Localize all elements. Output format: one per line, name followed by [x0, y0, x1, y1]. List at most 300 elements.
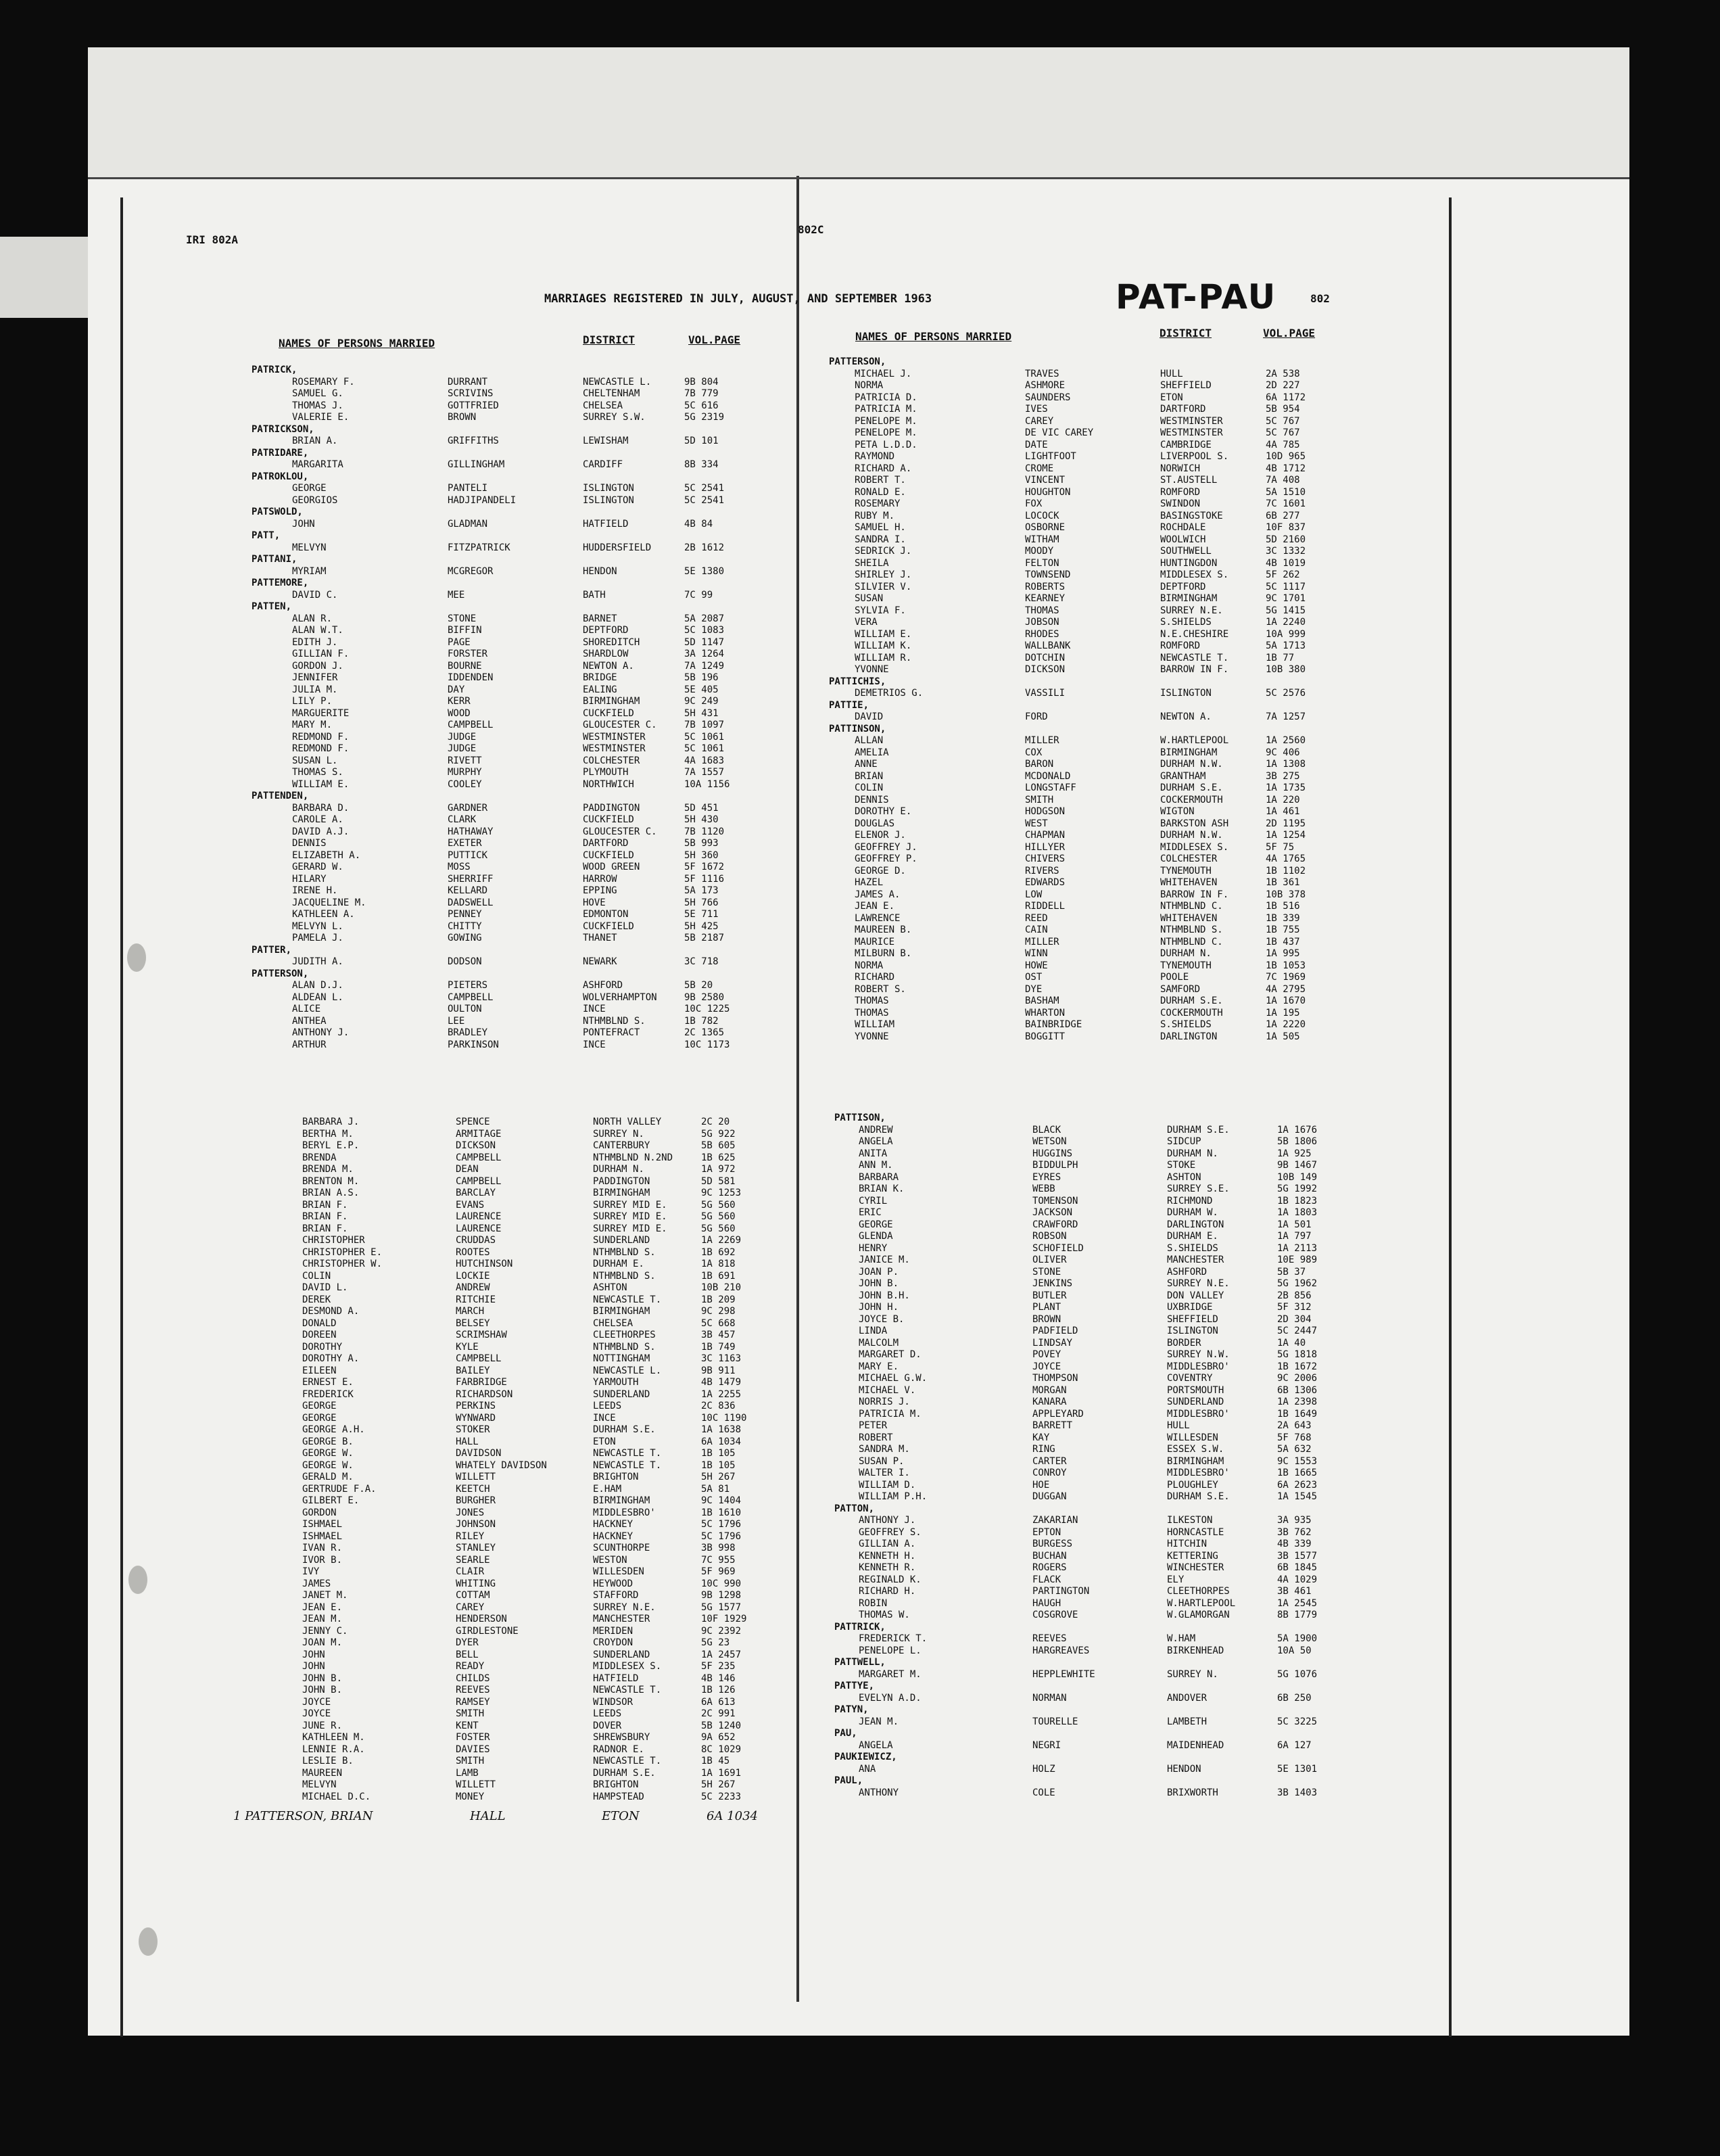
spouse-surname: CAMPBELL [448, 991, 494, 1003]
spouse-surname: KENT [456, 1720, 479, 1731]
volume-page: 1A 1676 [1277, 1124, 1318, 1135]
district: BIRMINGHAM [593, 1188, 650, 1198]
district: S.SHIELDS [1167, 1242, 1218, 1254]
forenames: ANTHONY [859, 1787, 899, 1798]
volume-page: 4B 339 [1277, 1539, 1312, 1549]
spouse-surname: FOSTER [456, 1732, 490, 1743]
volume-page: 5H 430 [684, 814, 719, 825]
spouse-surname: BARCLAY [456, 1188, 496, 1198]
volume-page: 5A 173 [684, 885, 719, 896]
district: DURHAM N.W. [1160, 759, 1223, 770]
right-margin-line [1449, 197, 1452, 2037]
spouse-surname: HATHAWAY [448, 826, 494, 837]
spouse-surname: STONE [448, 613, 477, 624]
forenames: JEAN E. [302, 1601, 343, 1613]
district: NTHMBLND C. [1160, 936, 1223, 947]
district: ESSEX S.W. [1167, 1444, 1224, 1455]
spouse-surname: WOOD [448, 707, 471, 719]
spouse-surname: JUDGE [448, 743, 477, 754]
volume-page: 2D 227 [1266, 380, 1300, 391]
surname: PATTANI, [252, 554, 297, 565]
district: DARTFORD [1160, 404, 1206, 415]
spouse-surname: BLACK [1032, 1124, 1061, 1135]
spouse-surname: JUDGE [448, 731, 477, 743]
spouse-surname: COOLEY [448, 778, 482, 790]
spouse-surname: DAY [448, 684, 465, 695]
district: NEWCASTLE T. [593, 1448, 662, 1459]
forenames: MILBURN B. [855, 948, 912, 959]
forenames: DEMETRIOS G. [855, 688, 924, 699]
forenames: JULIA M. [292, 684, 338, 695]
spouse-surname: PIETERS [448, 980, 488, 991]
volume-page: 1B 339 [1266, 912, 1300, 924]
volume-page: 8C 1029 [701, 1743, 742, 1755]
surname: PAUKIEWICZ, [834, 1752, 897, 1762]
district: DURHAM S.E. [1167, 1491, 1230, 1502]
volume-page: 5H 360 [684, 849, 719, 861]
district: HAMPSTEAD [593, 1791, 644, 1802]
volume-page: 1A 1308 [1266, 759, 1306, 770]
forenames: IVAN R. [302, 1543, 343, 1553]
punch-hole [139, 1927, 158, 1956]
district: SURREY N.E. [593, 1601, 656, 1613]
district: NOTTINGHAM [593, 1353, 650, 1364]
spouse-surname: RIDDELL [1025, 901, 1066, 912]
district: TYNEMOUTH [1160, 960, 1212, 971]
volume-page: 10B 378 [1266, 889, 1306, 900]
spouse-surname: TOMENSON [1032, 1195, 1078, 1206]
forenames: SUSAN L. [292, 755, 338, 766]
volume-page: 1A 2545 [1277, 1597, 1318, 1609]
district: WESTON [593, 1554, 627, 1566]
spouse-surname: KYLE [456, 1341, 479, 1353]
volume-page: 10B 210 [701, 1282, 742, 1293]
forenames: ANN M. [859, 1160, 893, 1171]
forenames: RICHARD A. [855, 463, 912, 474]
volume-page: 1A 2220 [1266, 1019, 1306, 1030]
spouse-surname: BELL [456, 1649, 479, 1660]
district: SAMFORD [1160, 983, 1201, 995]
district: RADNOR E. [593, 1743, 644, 1755]
volume-page: 7C 1969 [1266, 972, 1306, 983]
volume-page: 3B 1403 [1277, 1787, 1318, 1798]
district: GRANTHAM [1160, 770, 1206, 782]
volume-page: 9B 1467 [1277, 1160, 1318, 1171]
spouse-surname: BIDDULPH [1032, 1160, 1078, 1171]
forenames: GERALD M. [302, 1472, 354, 1482]
forenames: EVELYN A.D. [859, 1692, 922, 1704]
district: HACKNEY [593, 1530, 634, 1542]
district: MANCHESTER [593, 1614, 650, 1624]
forenames: MAUREEN [302, 1767, 343, 1779]
district: W.HAM [1167, 1633, 1196, 1644]
spouse-surname: KANARA [1032, 1397, 1067, 1407]
volume-page: 5A 632 [1277, 1444, 1312, 1455]
surname: PATTEMORE, [252, 578, 309, 588]
spouse-surname: KERR [448, 696, 471, 707]
district: NEWCASTLE L. [593, 1365, 662, 1376]
forenames: GILLIAN A. [859, 1539, 916, 1549]
district: SHARDLOW [583, 649, 629, 659]
volume-page: 5C 767 [1266, 427, 1300, 438]
spouse-surname: BARRETT [1032, 1420, 1073, 1431]
spouse-surname: ANDREW [456, 1282, 490, 1293]
volume-page: 1B 105 [701, 1459, 736, 1471]
spouse-surname: SMITH [456, 1708, 485, 1719]
spouse-surname: PARKINSON [448, 1039, 499, 1050]
volume-page: 5D 581 [701, 1175, 736, 1187]
forenames: GEORGE B. [302, 1436, 354, 1447]
district: WOLVERHAMPTON [583, 991, 657, 1003]
forenames: GILBERT E. [302, 1495, 360, 1506]
forenames: ALAN R. [292, 613, 333, 624]
forenames: LAWRENCE [855, 912, 901, 924]
district: UXBRIDGE [1167, 1302, 1213, 1313]
forenames: CHRISTOPHER W. [302, 1259, 383, 1269]
district: NEWARK [583, 956, 617, 967]
district: SHOREDITCH [583, 636, 640, 648]
volume-page: 1B 755 [1266, 924, 1300, 935]
spouse-surname: BAILEY [456, 1365, 490, 1376]
spouse-surname: DURRANT [448, 376, 488, 388]
volume-page: 9B 911 [701, 1365, 736, 1376]
forenames: MAUREEN B. [855, 924, 912, 935]
district: BIRKENHEAD [1167, 1645, 1224, 1656]
district: HENDON [1167, 1763, 1201, 1775]
volume-page: 1B 1672 [1277, 1361, 1318, 1372]
forenames: ANA [859, 1763, 876, 1775]
spouse-surname: BROWN [1032, 1313, 1061, 1325]
names-column-header: NAMES OF PERSONS MARRIED [279, 337, 435, 350]
spouse-surname: PADFIELD [1032, 1326, 1078, 1336]
spouse-surname: IVES [1025, 404, 1048, 415]
district: NEWCASTLE T. [593, 1685, 662, 1695]
district: HORNCASTLE [1167, 1526, 1224, 1538]
volume-page: 5C 2541 [684, 483, 725, 494]
spouse-surname: DADSWELL [448, 897, 494, 908]
volume-page: 9C 1701 [1266, 593, 1306, 604]
forenames: RONALD E. [855, 486, 906, 498]
spouse-surname: CONROY [1032, 1468, 1067, 1478]
district: BARROW IN F. [1160, 889, 1229, 900]
forenames: GILLIAN F. [292, 649, 350, 659]
volume-page: 1B 625 [701, 1152, 736, 1163]
district: COCKERMOUTH [1160, 1007, 1223, 1018]
volume-page: 1B 1610 [701, 1507, 742, 1518]
district: CLEETHORPES [1167, 1586, 1230, 1597]
volume-page: 10C 1173 [684, 1039, 730, 1050]
volume-page: 5D 1147 [684, 636, 725, 648]
district: NORWICH [1160, 463, 1201, 474]
volume-page: 3B 998 [701, 1543, 736, 1553]
district: WESTMINSTER [583, 743, 646, 754]
volume-page: 5G 1962 [1277, 1278, 1318, 1289]
forenames: JEAN M. [859, 1716, 899, 1727]
district: BARNET [583, 613, 617, 624]
surname: PATTENDEN, [252, 791, 309, 801]
volume-page: 3C 718 [684, 956, 719, 967]
spouse-surname: EVANS [456, 1199, 485, 1211]
spouse-surname: CRAWFORD [1032, 1219, 1078, 1230]
forenames: EILEEN [302, 1365, 337, 1376]
volume-page: 1A 925 [1277, 1148, 1312, 1159]
forenames: DONALD [302, 1317, 337, 1329]
volume-page: 5D 2160 [1266, 534, 1306, 545]
volume-page: 9C 1404 [701, 1495, 742, 1506]
forenames: BRIAN F. [302, 1211, 348, 1222]
forenames: JOHN [292, 518, 315, 530]
volume-page: 7A 1249 [684, 660, 725, 672]
district: MIDDLESEX S. [593, 1661, 662, 1672]
volume-page: 5E 1380 [684, 565, 725, 577]
district: CUCKFIELD [583, 849, 634, 861]
volume-page: 1B 1665 [1277, 1468, 1318, 1478]
spouse-surname: DODSON [448, 956, 482, 967]
forenames: ISHMAEL [302, 1530, 343, 1542]
volume-page: 1B 77 [1266, 652, 1295, 663]
forenames: JAMES [302, 1578, 331, 1589]
volume-page: 9B 1298 [701, 1590, 742, 1601]
forenames: DOUGLAS [855, 818, 895, 829]
forenames: DEREK [302, 1294, 331, 1305]
spouse-surname: CHILDS [456, 1672, 490, 1684]
spouse-surname: WYNWARD [456, 1412, 496, 1424]
volume-page: 3A 1264 [684, 649, 725, 659]
district: W.HARTLEPOOL [1167, 1597, 1236, 1609]
volume-page: 5G 1076 [1277, 1668, 1318, 1680]
forenames: EDITH J. [292, 636, 338, 648]
district: SHEFFIELD [1167, 1313, 1218, 1325]
district: ST.AUSTELL [1160, 475, 1218, 486]
forenames: ANTHONY J. [292, 1027, 350, 1038]
volume-page: 10B 380 [1266, 664, 1306, 675]
forenames: MARGARET D. [859, 1349, 922, 1360]
forenames: DESMOND A. [302, 1306, 360, 1317]
surname: PATTIE, [829, 699, 869, 711]
district: DURHAM W. [1167, 1207, 1218, 1218]
spouse-surname: IDDENDEN [448, 672, 494, 683]
volume-page: 5B 954 [1266, 404, 1300, 415]
forenames: ANGELA [859, 1739, 893, 1751]
spouse-surname: CAREY [456, 1601, 485, 1613]
forenames: CAROLE A. [292, 814, 343, 825]
spouse-surname: OLIVER [1032, 1255, 1067, 1265]
forenames: JUDITH A. [292, 956, 343, 967]
district: PLOUGHLEY [1167, 1479, 1218, 1491]
volume-page: 1A 461 [1266, 806, 1300, 817]
forenames: WILLIAM [855, 1019, 895, 1030]
volume-page: 1A 2269 [701, 1235, 742, 1246]
volume-page: 10A 999 [1266, 628, 1306, 640]
forenames: THOMAS [855, 995, 889, 1006]
spouse-surname: FORSTER [448, 649, 488, 659]
spouse-surname: LONGSTAFF [1025, 782, 1076, 793]
district: COLCHESTER [583, 755, 640, 766]
forenames: SYLVIA F. [855, 605, 906, 616]
spouse-surname: TRAVES [1025, 368, 1059, 379]
district: LAMBETH [1167, 1716, 1208, 1727]
district: ETON [1160, 392, 1183, 403]
forenames: BERYL E.P. [302, 1140, 360, 1151]
volume-page: 5F 75 [1266, 841, 1295, 853]
spouse-surname: RAMSEY [456, 1696, 490, 1708]
district-column-header: DISTRICT [1160, 327, 1212, 339]
spouse-surname: CAIN [1025, 924, 1048, 935]
spouse-surname: KEARNEY [1025, 593, 1066, 604]
spouse-surname: FLACK [1032, 1574, 1061, 1585]
volume-page: 6B 250 [1277, 1692, 1312, 1704]
district: BIRMINGHAM [1160, 593, 1218, 604]
volume-page: 4B 1479 [701, 1377, 742, 1388]
volume-page: 5G 1992 [1277, 1184, 1318, 1194]
forenames: RUBY M. [855, 510, 895, 521]
volume-page: 1A 995 [1266, 948, 1300, 959]
district: NEWCASTLE T. [593, 1756, 662, 1766]
forenames: DOROTHY E. [855, 806, 912, 817]
spouse-surname: BAINBRIDGE [1025, 1019, 1082, 1030]
volume-page: 3B 457 [701, 1330, 736, 1340]
spouse-surname: KELLARD [448, 885, 488, 896]
district: SIDCUP [1167, 1136, 1201, 1147]
district: NTHMBLND S. [1160, 924, 1223, 935]
volume-page: 1B 361 [1266, 877, 1300, 888]
volume-page: 1B 1102 [1266, 865, 1306, 876]
spouse-surname: SHERRIFF [448, 873, 494, 885]
district: BIRMINGHAM [583, 696, 640, 707]
district: MAIDENHEAD [1167, 1739, 1224, 1751]
forenames: SHIRLEY J. [855, 569, 912, 580]
forenames: RAYMOND [855, 451, 895, 462]
forenames: SEDRICK J. [855, 546, 912, 557]
spouse-surname: BELSEY [456, 1317, 490, 1329]
district: STOKE [1167, 1160, 1196, 1171]
district: SURREY S.E. [1167, 1184, 1230, 1194]
volume-page: 5G 922 [701, 1128, 736, 1140]
spouse-surname: FITZPATRICK [448, 542, 510, 553]
spouse-surname: REED [1025, 912, 1048, 924]
volume-page: 1B 749 [701, 1341, 736, 1353]
spouse-surname: MOODY [1025, 546, 1054, 557]
district: DEPTFORD [583, 625, 629, 636]
forenames: NORMA [855, 960, 884, 971]
forenames: MARY E. [859, 1361, 899, 1372]
spouse-surname: DICKSON [1025, 664, 1066, 675]
district: WILLESDEN [1167, 1432, 1218, 1443]
forenames: GORDON J. [292, 660, 343, 672]
district: SURREY N. [593, 1128, 644, 1140]
spouse-surname: LIGHTFOOT [1025, 451, 1076, 462]
spouse-surname: FELTON [1025, 557, 1059, 569]
volume-page: 1A 1735 [1266, 782, 1306, 793]
volume-page: 5C 767 [1266, 415, 1300, 427]
forenames: COLIN [302, 1270, 331, 1282]
spouse-surname: SCRIVINS [448, 388, 494, 399]
forenames: REDMOND F. [292, 743, 350, 754]
district: WHITEHAVEN [1160, 877, 1218, 888]
forenames: JOHN [302, 1649, 325, 1660]
district: CUCKFIELD [583, 814, 634, 825]
volume-page: 10F 837 [1266, 522, 1306, 533]
spouse-surname: DATE [1025, 439, 1048, 450]
volume-page: 10A 1156 [684, 778, 730, 790]
forenames: BRIAN A. [292, 436, 338, 446]
district: CHELSEA [593, 1317, 634, 1329]
district: BARKSTON ASH [1160, 818, 1229, 829]
district: MIDDLESEX S. [1160, 569, 1229, 580]
forenames: JOHN B.H. [859, 1290, 910, 1301]
volume-page: 1A 1545 [1277, 1491, 1318, 1502]
district: HULL [1167, 1420, 1190, 1431]
volume-page: 5F 1672 [684, 862, 725, 872]
forenames: ALICE [292, 1004, 321, 1014]
spouse-surname: MORGAN [1032, 1384, 1067, 1396]
volume-page: 5E 711 [684, 909, 719, 920]
spouse-surname: BURGESS [1032, 1539, 1073, 1549]
surname: PAUL, [834, 1775, 863, 1786]
spouse-surname: HARGREAVES [1032, 1645, 1090, 1656]
volume-page: 5H 431 [684, 707, 719, 719]
forenames: AMELIA [855, 747, 889, 758]
district: WESTMINSTER [1160, 415, 1223, 427]
spouse-surname: APPLEYARD [1032, 1408, 1084, 1420]
district: SURREY N. [1167, 1668, 1218, 1680]
spouse-surname: WETSON [1032, 1136, 1067, 1147]
forenames: JOYCE [302, 1696, 331, 1708]
spouse-surname: JENKINS [1032, 1278, 1073, 1289]
volume-page: 2B 1612 [684, 542, 725, 553]
district: NTHMBLND S. [593, 1246, 656, 1258]
volume-page: 1B 1053 [1266, 960, 1306, 971]
volume-page: 4B 146 [701, 1672, 736, 1684]
scan-edge-tab [0, 237, 88, 318]
forenames: IRENE H. [292, 885, 338, 896]
spouse-surname: BIFFIN [448, 625, 482, 636]
volume-page: 1A 2255 [701, 1388, 742, 1400]
volume-page: 5F 262 [1266, 569, 1300, 580]
district: COLCHESTER [1160, 853, 1218, 864]
volume-page: 7C 955 [701, 1554, 736, 1566]
spouse-surname: STOKER [456, 1424, 490, 1435]
annotation-volpage: 6A 1034 [707, 1809, 758, 1823]
spouse-surname: MCDONALD [1025, 770, 1071, 782]
forenames: PATRICIA M. [855, 404, 917, 415]
volume-page: 3B 461 [1277, 1586, 1312, 1597]
spouse-surname: LOW [1025, 889, 1043, 900]
district: ASHFORD [583, 980, 623, 991]
spouse-surname: MOSS [448, 862, 471, 872]
volume-page: 5C 1117 [1266, 581, 1306, 592]
district: SUNDERLAND [593, 1649, 650, 1660]
district: N.E.CHESHIRE [1160, 628, 1229, 640]
spouse-surname: HUTCHINSON [456, 1259, 513, 1269]
volume-page: 6B 1306 [1277, 1384, 1318, 1396]
forenames: YVONNE [855, 664, 889, 675]
volume-page: 10B 149 [1277, 1171, 1318, 1183]
spouse-surname: VINCENT [1025, 475, 1066, 486]
volume-page: 5D 101 [684, 436, 719, 446]
volume-page: 5C 1061 [684, 743, 725, 754]
forenames: ANTHEA [292, 1015, 327, 1027]
forenames: ISHMAEL [302, 1519, 343, 1530]
volume-page: 1A 818 [701, 1259, 736, 1269]
volume-page: 5B 2187 [684, 933, 725, 943]
district: TYNEMOUTH [1160, 865, 1212, 876]
spouse-surname: COTTAM [456, 1590, 490, 1601]
district: HOVE [583, 897, 606, 908]
district: ANDOVER [1167, 1692, 1208, 1704]
surname: PATRIDARE, [252, 447, 309, 459]
forenames: YVONNE [855, 1031, 889, 1042]
